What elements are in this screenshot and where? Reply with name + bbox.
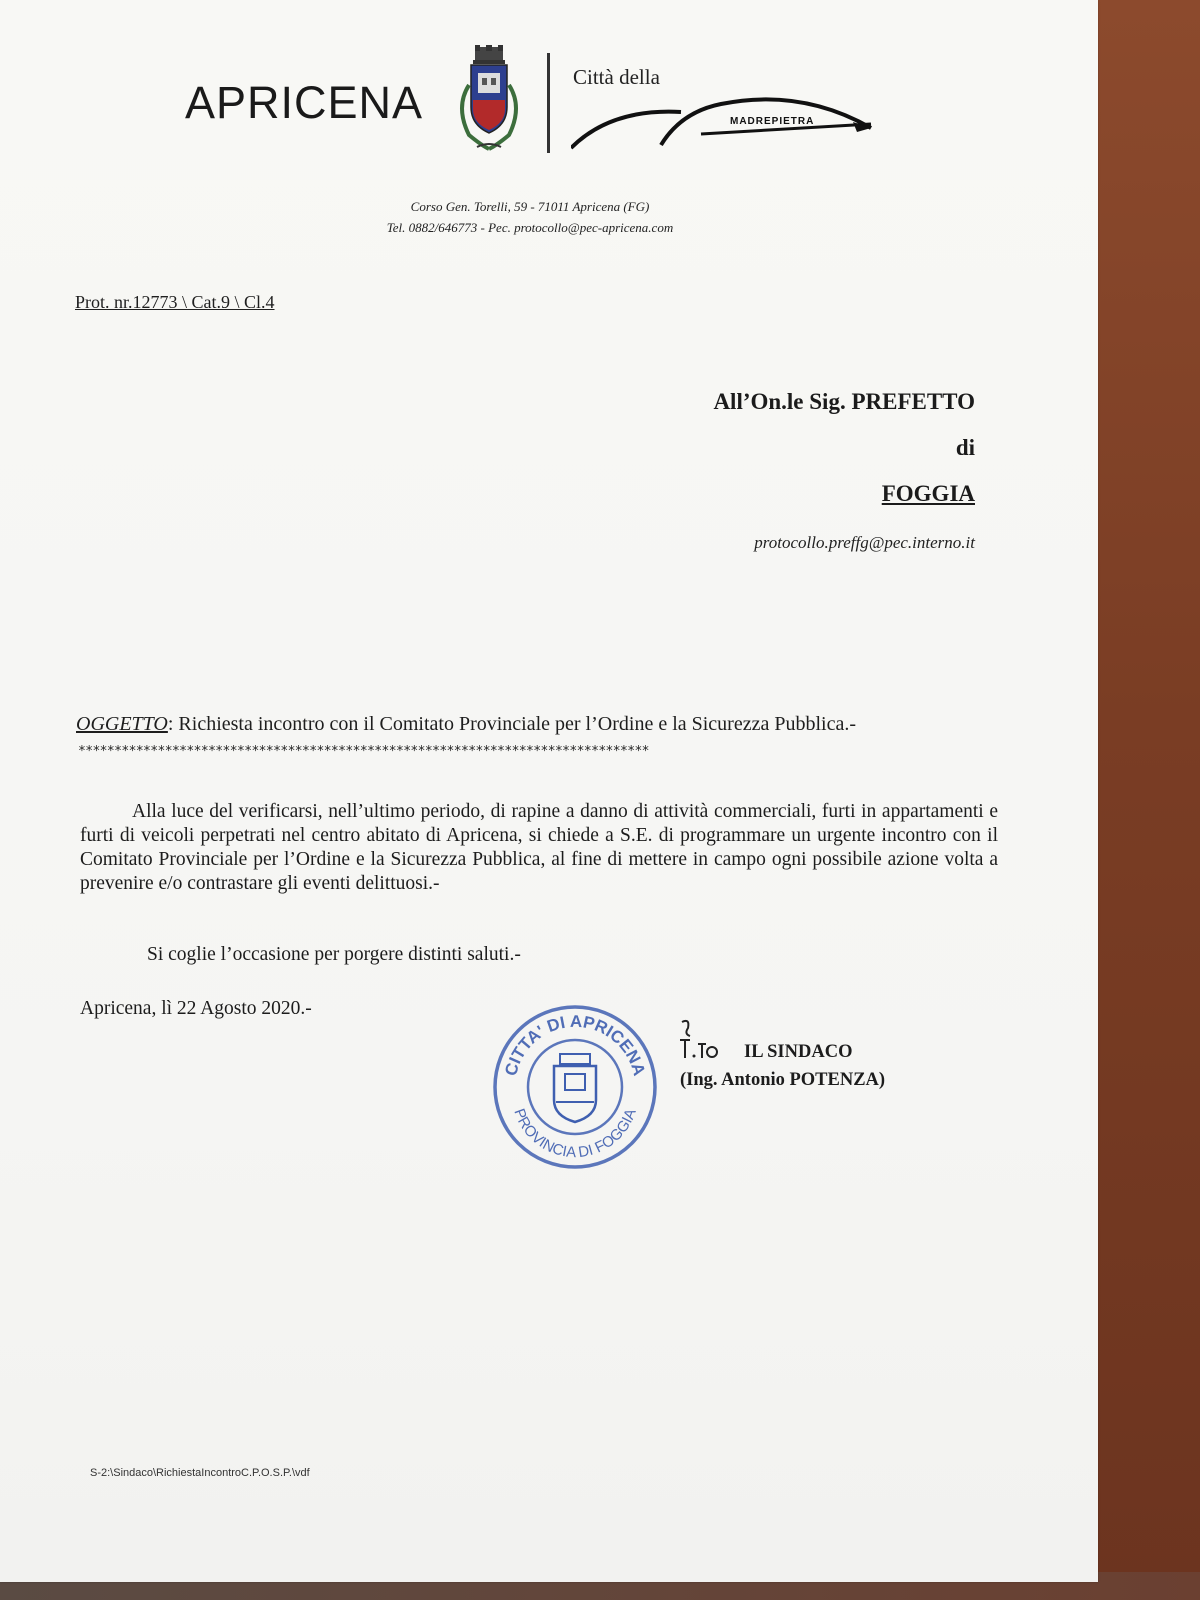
subject-label: OGGETTO — [76, 713, 168, 735]
official-stamp-icon — [490, 1002, 660, 1172]
subject-line — [76, 713, 856, 736]
town-name: APRICENA — [185, 77, 424, 128]
address-line: Corso Gen. Torelli, 59 - 71011 Apricena (FG) — [410, 199, 650, 214]
madrepietra-label: MADREPIETRA — [730, 116, 815, 127]
separator-line: ******************************************************************************* — [78, 744, 649, 759]
svg-text:CITTA' DI APRICENA — [501, 1012, 649, 1078]
recipient-title: All’On.le Sig. PREFETTO — [713, 389, 975, 414]
signatory-title: IL SINDACO — [744, 1042, 853, 1062]
protocol-number: Prot. nr.12773 \ Cat.9 \ Cl.4 — [75, 292, 275, 312]
madrepietra-logo — [571, 90, 881, 150]
contact-line: Tel. 0882/646773 - Pec. protocollo@pec-apricena.com — [386, 220, 674, 235]
citta-della-label: Città della — [573, 65, 660, 89]
recipient-preposition: di — [955, 435, 975, 460]
place-date: Apricena, lì 22 Agosto 2020.- — [80, 998, 312, 1019]
recipient-pec: protocollo.preffg@pec.interno.it — [754, 533, 975, 552]
address-block — [330, 196, 730, 238]
recipient-block — [713, 390, 975, 528]
signature-block — [680, 1038, 885, 1094]
recipient-city: FOGGIA — [881, 481, 975, 506]
closing-line: Si coglie l’occasione per porgere distinti saluti.- — [147, 944, 521, 965]
table-background — [1090, 0, 1200, 1600]
subject-text: : Richiesta incontro con il Comitato Provinciale per l’Ordine e la Sicurezza Pubblica.- — [167, 713, 856, 735]
file-path-footer: S-2:\Sindaco\RichiestaIncontroC.P.O.S.P.\vdf — [90, 1467, 310, 1479]
letterhead-divider — [547, 53, 550, 153]
body-paragraph: Alla luce del verificarsi, nell’ultimo periodo, di rapine a danno di attività commerciali, furti in appartamenti e furti di veicoli perpetrati nel centro abitato di Apricena, si chiede a S.E. di programmare un urgente incontro con il Comitato Provinciale per l’Ordine e la Sicurezza Pubblica, al fine di mettere in campo ogni possibile azione volta a prevenire e/o contrastare gli eventi delittuosi.- — [80, 801, 998, 894]
stamp-bottom-text: PROVINCIA DI FOGGIA — [510, 1106, 640, 1162]
stamp-top-text: CITTA' DI APRICENA — [501, 1011, 649, 1078]
letter-body — [80, 800, 998, 896]
letterhead — [185, 45, 885, 155]
coat-of-arms-icon — [451, 45, 527, 153]
signatory-name: (Ing. Antonio POTENZA) — [680, 1070, 886, 1090]
